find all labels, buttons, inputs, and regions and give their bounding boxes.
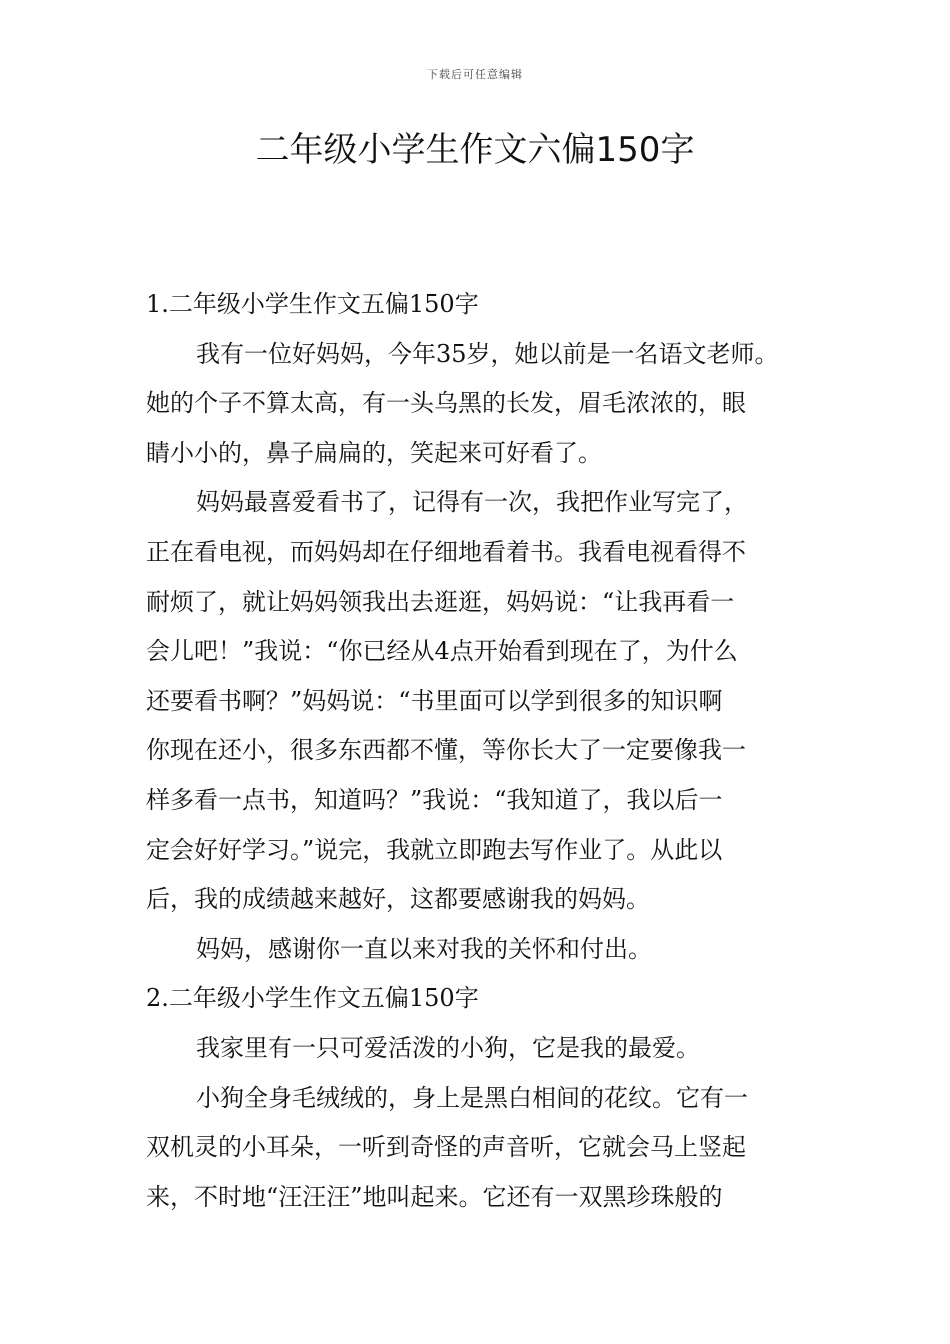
- text-line: 妈妈最喜爱看书了，记得有一次，我把作业写完了，: [196, 488, 748, 517]
- text-line: 样多看一点书，知道吗？”我说：“我知道了，我以后一: [146, 785, 723, 814]
- text-line: 我有一位好妈妈，今年35岁，她以前是一名语文老师。: [196, 339, 779, 368]
- text-line: 妈妈，感谢你一直以来对我的关怀和付出。: [196, 934, 652, 963]
- text-line: 正在看电视，而妈妈却在仔细地看着书。我看电视看得不: [146, 537, 746, 566]
- text-line: 小狗全身毛绒绒的，身上是黑白相间的花纹。它有一: [196, 1083, 748, 1112]
- text-line: 我家里有一只可爱活泼的小狗，它是我的最爱。: [196, 1033, 700, 1062]
- text-line: 后，我的成绩越来越好，这都要感谢我的妈妈。: [146, 885, 650, 914]
- text-line: 会儿吧！”我说：“你已经从4点开始看到现在了，为什么: [146, 637, 738, 666]
- text-line: 她的个子不算太高，有一头乌黑的长发，眉毛浓浓的，眼: [146, 389, 746, 418]
- text-line: 耐烦了，就让妈妈领我出去逛逛，妈妈说：“让我再看一: [146, 587, 735, 616]
- text-line: 1.二年级小学生作文五偏150字: [146, 290, 479, 318]
- text-line: 定会好好学习。”说完，我就立即跑去写作业了。从此以: [146, 835, 723, 864]
- text-line: 你现在还小，很多东西都不懂，等你长大了一定要像我一: [146, 736, 746, 765]
- text-line: 来，不时地“汪汪汪”地叫起来。它还有一双黑珍珠般的: [146, 1182, 723, 1211]
- header-note: 下载后可任意编辑: [427, 68, 523, 81]
- text-line: 还要看书啊？”妈妈说：“书里面可以学到很多的知识啊: [146, 686, 723, 715]
- document-body: [146, 280, 810, 1222]
- text-line: 睛小小的，鼻子扁扁的，笑起来可好看了。: [146, 438, 602, 467]
- text-line: 2.二年级小学生作文五偏150字: [146, 984, 479, 1013]
- text-line: 双机灵的小耳朵，一听到奇怪的声音听，它就会马上竖起: [146, 1133, 746, 1162]
- document-title: 二年级小学生作文六偏150字: [255, 130, 695, 170]
